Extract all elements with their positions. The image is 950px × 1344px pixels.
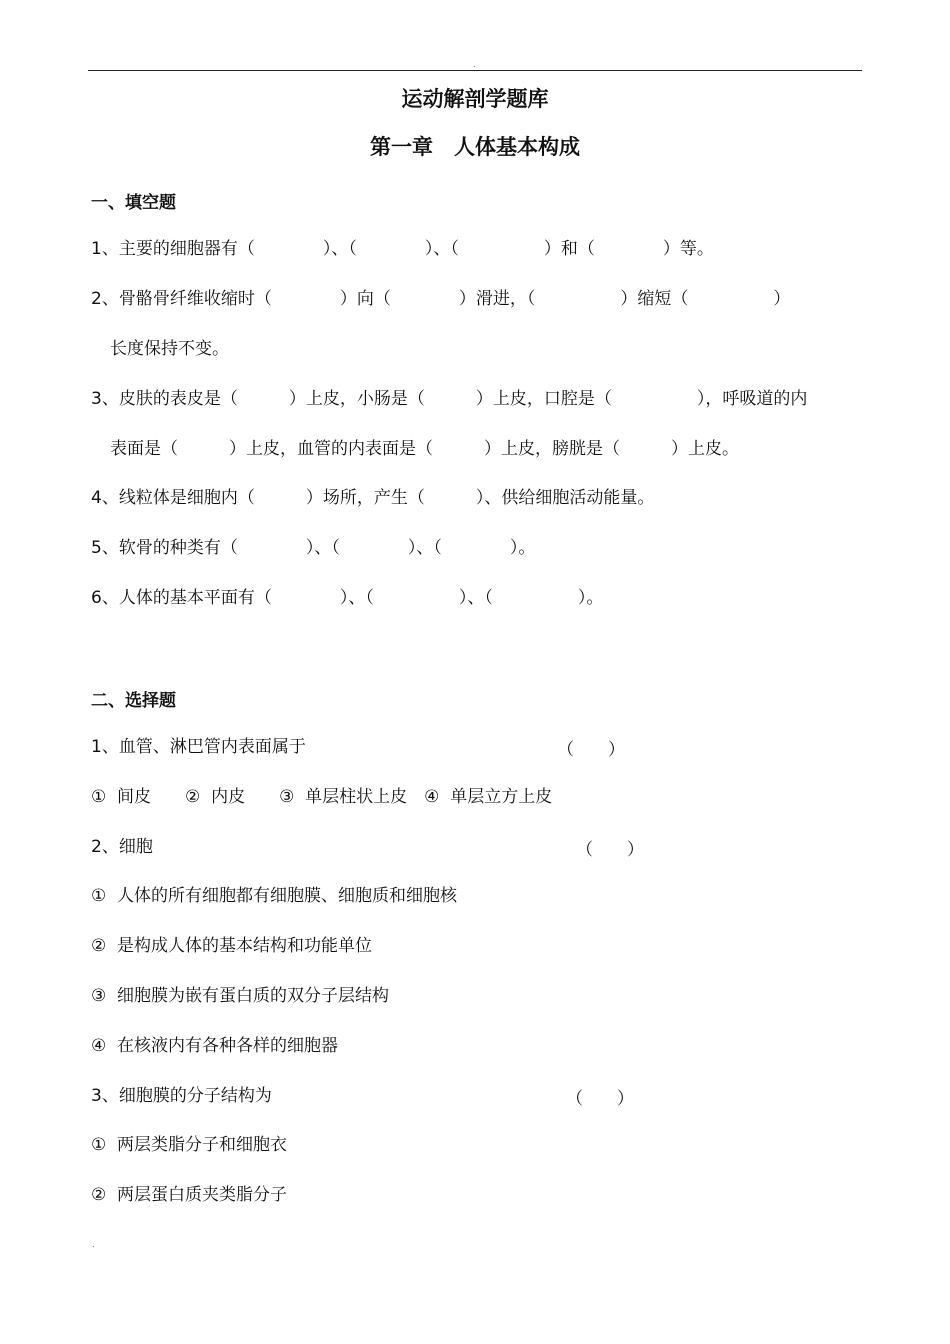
- choice-question-2-option-3: ③ 细胞膜为嵌有蛋白质的双分子层结构: [91, 986, 390, 1006]
- fill-question-5: 5、软骨的种类有（ ）、（ ）、（ ）。: [91, 538, 536, 558]
- fill-section-heading: 一、填空题: [91, 193, 176, 213]
- choice-question-2-option-1: ① 人体的所有细胞都有细胞膜、细胞质和细胞核: [91, 886, 458, 906]
- choice-question-2-option-4: ④ 在核液内有各种各样的细胞器: [91, 1036, 339, 1056]
- choice-question-3-option-1: ① 两层类脂分子和细胞衣: [91, 1135, 288, 1155]
- fill-question-6: 6、人体的基本平面有（ ）、（ ）、（ ）。: [91, 588, 604, 608]
- choice-question-1-stem: 1、血管、淋巴管内表面属于: [91, 737, 306, 757]
- fill-question-4: 4、线粒体是细胞内（ ）场所，产生（ ）、供给细胞活动能量。: [91, 488, 655, 508]
- fill-question-3: 3、皮肤的表皮是（ ）上皮，小肠是（ ）上皮，口腔是（ ），呼吸道的内: [91, 389, 808, 409]
- chapter-title: 第一章 人体基本构成: [370, 135, 580, 159]
- choice-question-1-options: ① 间皮 ② 内皮 ③ 单层柱状上皮 ④ 单层立方上皮: [91, 787, 553, 807]
- fill-question-1: 1、主要的细胞器有（ ）、（ ）、（ ）和（ ）等。: [91, 239, 714, 259]
- document-title: 运动解剖学题库: [401, 87, 549, 111]
- fill-question-2: 2、骨骼骨纤维收缩时（ ）向（ ）滑进，（ ）缩短（ ）: [91, 289, 791, 309]
- choice-question-3-answer-paren: （ ）: [566, 1089, 634, 1109]
- choice-question-2-option-2: ② 是构成人体的基本结构和功能单位: [91, 936, 373, 956]
- choice-question-1-answer-paren: （ ）: [557, 740, 625, 760]
- footer-mark: .: [92, 1240, 95, 1249]
- choice-question-2-answer-paren: （ ）: [576, 840, 644, 860]
- fill-question-3-continued: 表面是（ ）上皮，血管的内表面是（ ）上皮，膀胱是（ ）上皮。: [110, 439, 739, 459]
- fill-question-2-continued: 长度保持不变。: [110, 339, 229, 359]
- choice-question-2-stem: 2、细胞: [91, 837, 153, 857]
- header-rule: [88, 70, 862, 71]
- header-mark: .: [473, 60, 476, 69]
- choice-question-3-stem: 3、细胞膜的分子结构为: [91, 1086, 272, 1106]
- choice-section-heading: 二、选择题: [91, 691, 176, 711]
- choice-question-3-option-2: ② 两层蛋白质夹类脂分子: [91, 1185, 288, 1205]
